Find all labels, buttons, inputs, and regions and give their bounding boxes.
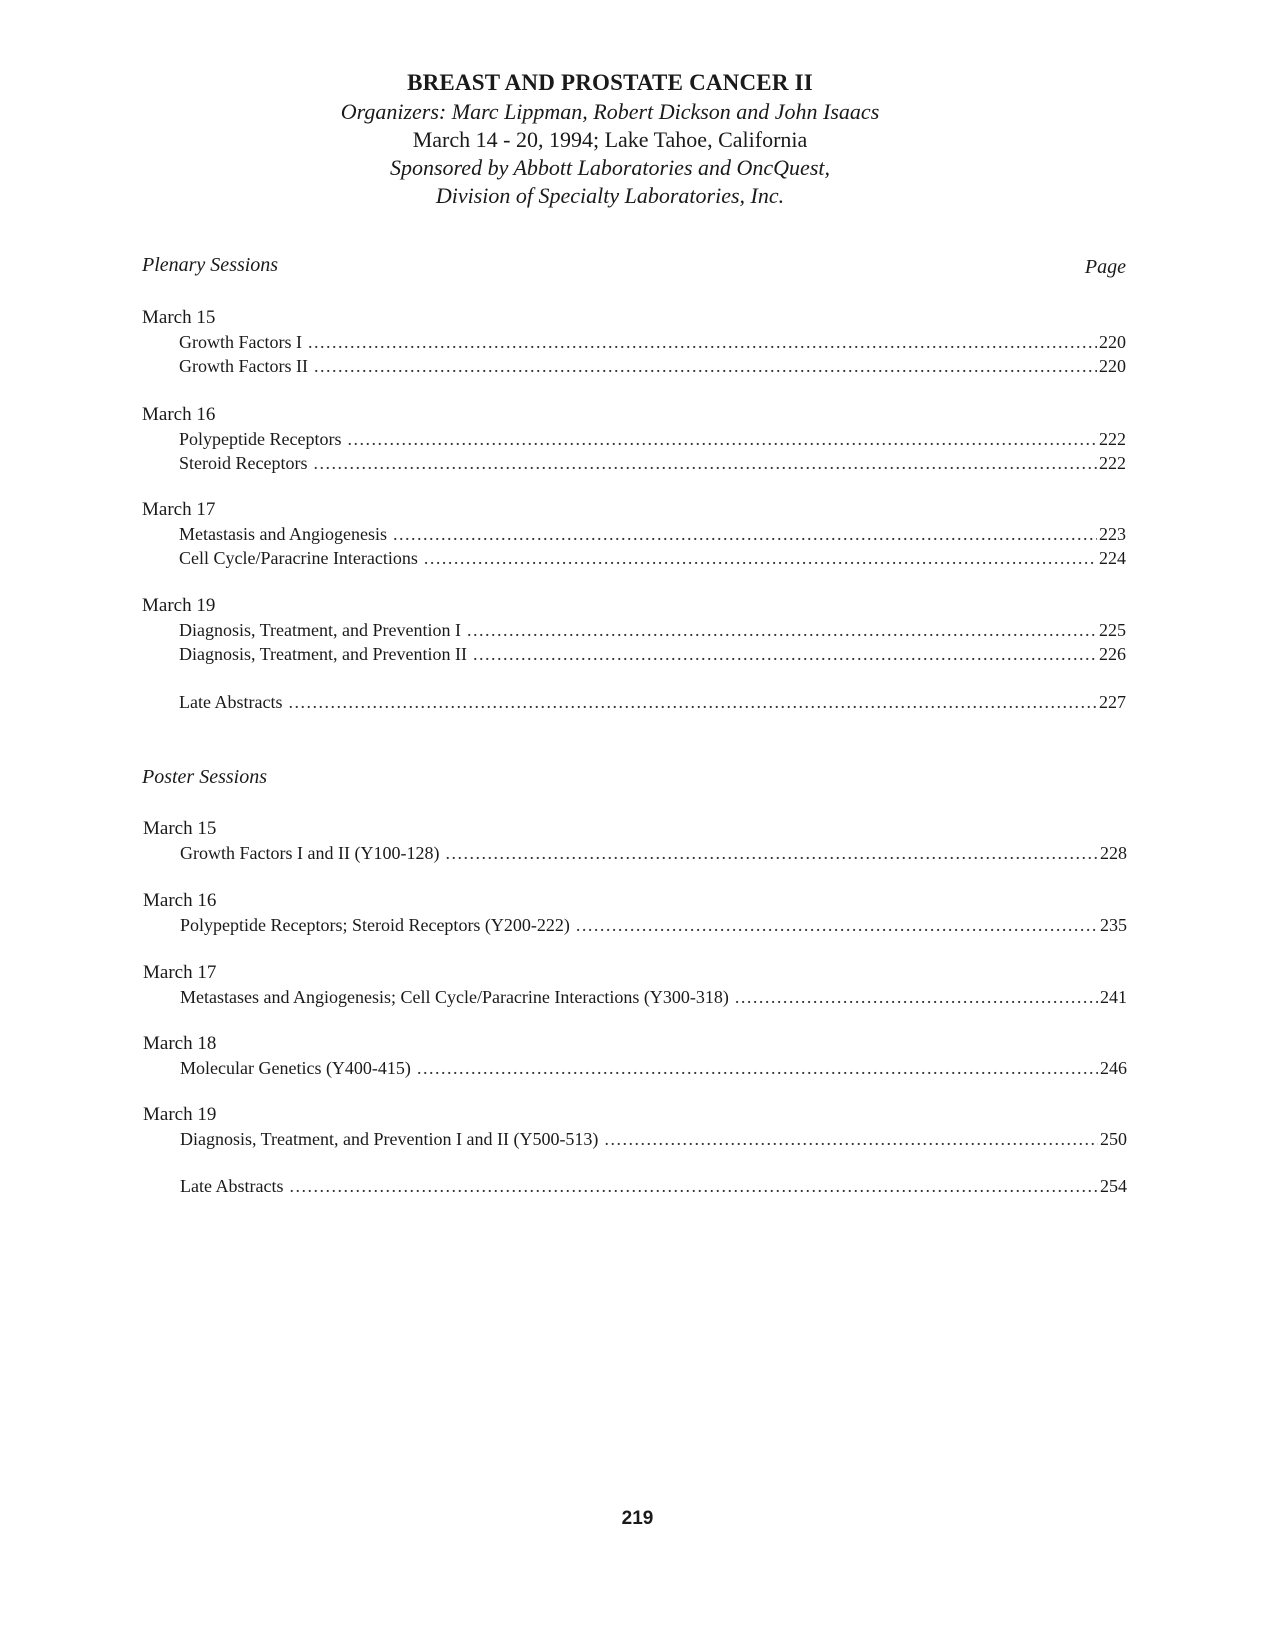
toc-entry[interactable] [143, 985, 1127, 1009]
dot-leader [289, 1174, 1098, 1198]
dot-leader [604, 1127, 1098, 1151]
sponsor-line-1: Sponsored by Abbott Laboratories and OncQuest, [390, 155, 830, 180]
toc-entry[interactable] [142, 618, 1126, 642]
page-number: 219 [621, 1508, 654, 1529]
toc-entry[interactable] [143, 1127, 1127, 1151]
entry-page: 224 [1099, 548, 1126, 568]
entry-page: 250 [1100, 1129, 1127, 1149]
dot-leader [347, 427, 1097, 451]
dot-leader [445, 841, 1098, 865]
toc-entry[interactable] [143, 841, 1127, 865]
dot-leader [467, 618, 1097, 642]
entry-page: 226 [1099, 644, 1126, 664]
group-date: March 17 [143, 962, 217, 983]
entry-title: Growth Factors I [179, 332, 302, 352]
entry-page: 241 [1100, 987, 1127, 1007]
toc-entry[interactable] [142, 522, 1126, 546]
group-date: March 19 [142, 595, 216, 616]
plenary-group-march-15 [142, 305, 1126, 378]
toc-entry[interactable] [143, 1174, 1127, 1198]
entry-title: Growth Factors I and II (Y100-128) [180, 843, 440, 863]
dot-leader [576, 913, 1098, 937]
entry-title: Diagnosis, Treatment, and Prevention II [179, 644, 467, 664]
dot-leader [393, 522, 1097, 546]
entry-title: Late Abstracts [179, 692, 283, 712]
toc-entry[interactable] [142, 354, 1126, 378]
entry-title: Molecular Genetics (Y400-415) [180, 1058, 411, 1078]
group-date: March 15 [143, 818, 217, 839]
dot-leader [473, 642, 1097, 666]
poster-group-march-17 [143, 960, 1127, 1009]
entry-title: Polypeptide Receptors; Steroid Receptors (Y200-222) [180, 915, 570, 935]
entry-page: 222 [1099, 429, 1126, 449]
poster-group-march-15 [143, 816, 1127, 865]
dot-leader [417, 1056, 1098, 1080]
entry-page: 225 [1099, 620, 1126, 640]
entry-page: 223 [1099, 524, 1126, 544]
plenary-group-march-17 [142, 497, 1126, 570]
entry-page: 254 [1100, 1176, 1127, 1196]
entry-page: 228 [1100, 843, 1127, 863]
toc-entry[interactable] [143, 1056, 1127, 1080]
entry-title: Diagnosis, Treatment, and Prevention I and II (Y500-513) [180, 1129, 599, 1149]
toc-entry[interactable] [142, 642, 1126, 666]
entry-page: 220 [1099, 356, 1126, 376]
entry-title: Polypeptide Receptors [179, 429, 342, 449]
poster-late-abstracts [143, 1174, 1127, 1198]
entry-title: Growth Factors II [179, 356, 308, 376]
poster-group-march-19 [143, 1102, 1127, 1151]
entry-title: Metastases and Angiogenesis; Cell Cycle/Paracrine Interactions (Y300-318) [180, 987, 729, 1007]
group-date: March 15 [142, 307, 216, 328]
sponsor-line-2: Division of Specialty Laboratories, Inc. [435, 183, 785, 208]
entry-page: 220 [1099, 332, 1126, 352]
entry-title: Cell Cycle/Paracrine Interactions [179, 548, 418, 568]
toc-entry[interactable] [142, 690, 1126, 714]
dot-leader [308, 330, 1097, 354]
document-header [0, 68, 1220, 210]
dot-leader [314, 354, 1097, 378]
poster-group-march-16 [143, 888, 1127, 937]
entry-title: Metastasis and Angiogenesis [179, 524, 387, 544]
entry-title: Diagnosis, Treatment, and Prevention I [179, 620, 461, 640]
dot-leader [735, 985, 1098, 1009]
toc-entry[interactable] [142, 427, 1126, 451]
plenary-group-march-19 [142, 593, 1126, 666]
entry-page: 227 [1099, 692, 1126, 712]
plenary-sessions-heading [142, 252, 1126, 278]
poster-sessions-heading [142, 764, 1126, 790]
document-title: BREAST AND PROSTATE CANCER II [407, 70, 813, 95]
poster-group-march-18 [143, 1031, 1127, 1080]
plenary-late-abstracts [142, 690, 1126, 714]
group-date: March 16 [142, 404, 216, 425]
organizers-line: Organizers: Marc Lippman, Robert Dickson and John Isaacs [340, 99, 880, 124]
dot-leader [313, 451, 1097, 475]
toc-entry[interactable] [142, 330, 1126, 354]
dot-leader [424, 546, 1097, 570]
entry-title: Late Abstracts [180, 1176, 284, 1196]
group-date: March 16 [143, 890, 217, 911]
plenary-group-march-16 [142, 402, 1126, 475]
plenary-heading-label: Plenary Sessions [142, 254, 279, 276]
page-column-heading: Page [1084, 256, 1126, 278]
entry-page: 246 [1100, 1058, 1127, 1078]
dot-leader [288, 690, 1097, 714]
group-date: March 18 [143, 1033, 217, 1054]
dates-location-line: March 14 - 20, 1994; Lake Tahoe, California [412, 127, 808, 152]
entry-title: Steroid Receptors [179, 453, 308, 473]
poster-heading-label: Poster Sessions [142, 766, 267, 788]
toc-entry[interactable] [142, 451, 1126, 475]
group-date: March 19 [143, 1104, 217, 1125]
toc-entry[interactable] [143, 913, 1127, 937]
entry-page: 222 [1099, 453, 1126, 473]
group-date: March 17 [142, 499, 216, 520]
entry-page: 235 [1100, 915, 1127, 935]
toc-entry[interactable] [142, 546, 1126, 570]
